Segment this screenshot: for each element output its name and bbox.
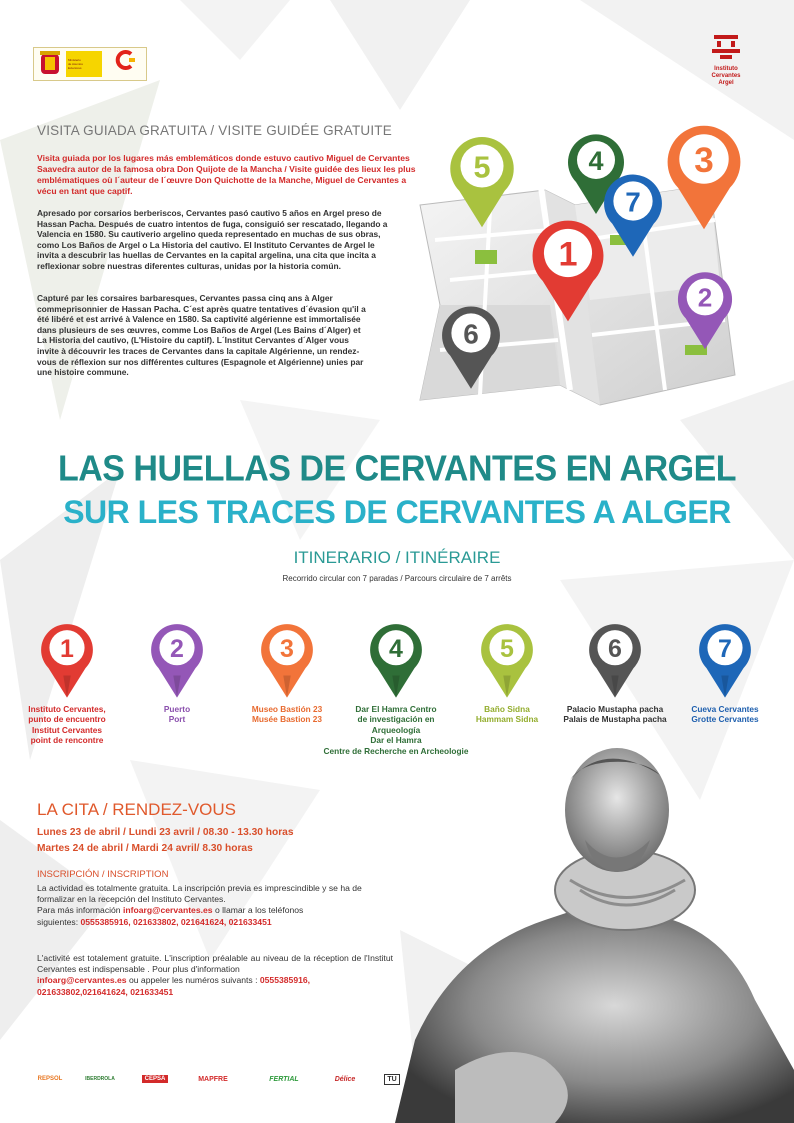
stop-label-line: Centre de Recherche en Archeologie (323, 745, 469, 756)
stop-label-line: point de rencontre (30, 735, 104, 746)
svg-text:6: 6 (463, 318, 479, 350)
intro-french: Capturé par les corsaires barbaresques, Cervantes passa cinq ans à Alger commeprisonnier de Hassan Pacha. C´est après quatre tentatives d´évasion qu'il a été libéré et est arrivé à Valence en 1580. Sa captivité algérienne est immortalisée dans plusieurs de ses œuvres, comme Los Baños de Argel (Les Bains d´Alger) et La Historia del cautivo, (L'Histoire du captif). L´Institut Cervantes d´Alger vous invite à découvrir les traces de Cervantes dans la capitale Algérienne, un rendez-vous de réflexion sur nos différentes cultures (Espagnole et Algérienne) unies par une histoire commune. (37, 293, 366, 378)
visita-title: VISITA GUIADA GRATUITA / VISITE GUIDÉE GRATUITE (37, 123, 392, 138)
sponsor-repsol-label: REPSOL (37, 1076, 63, 1082)
inscription-french (37, 953, 393, 998)
c-emblem-icon (115, 50, 137, 70)
sponsor-iberdrola-label: IBERDROLA (85, 1076, 115, 1082)
svg-text:4: 4 (389, 634, 403, 663)
sponsor-tu (380, 1068, 404, 1090)
insc-es-text-b: o llamar a los teléfonos (212, 905, 304, 916)
sponsor-mapfre-label: MAPFRE (198, 1075, 228, 1083)
svg-text:7: 7 (718, 634, 732, 663)
stop-4 (323, 620, 469, 756)
sponsor-delice (328, 1068, 362, 1090)
stop-label-line: Grotte Cervantes (691, 714, 759, 725)
ic-line-2: Cervantes (711, 73, 741, 79)
itinerary-subtitle: Recorrido circular con 7 paradas / Parcours circulaire de 7 arrêts (282, 574, 512, 583)
intro-spanish: Apresado por corsarios berberiscos, Cervantes pasó cautivo 5 años en Argel preso de Hassan Pacha. Después de cuatro intentos de fuga, consiguió ser rescatado, llegando a Valencia en 1580. Su cautiverio argelino queda representado en muchas de sus obras, como Los Baños de Argel o La Historia del cautivo. El Instituto Cervantes de Argel le invita a descubrir las huellas de Cervantes en la capital argelina, una cita que incita a reflexionar sobre nuestras diferentes culturas, unidas por la historia común. (37, 208, 388, 271)
stop-label (12, 704, 122, 746)
sponsor-repsol (33, 1068, 67, 1090)
ic-line-3: Argel (718, 80, 734, 86)
insc-es-p2 (37, 905, 393, 916)
stop-label-line: punto de encuentro (28, 714, 106, 725)
stop-label (670, 704, 780, 725)
stop-2 (122, 620, 232, 725)
svg-text:6: 6 (608, 634, 622, 663)
spain-shield-icon (38, 51, 62, 77)
map-pin-5-icon (479, 620, 535, 700)
date-line-1: Lunes 23 de abril / Lundi 23 avril / 08.30 - 13.30 horas (37, 827, 294, 838)
svg-text:5: 5 (473, 150, 491, 185)
stop-1 (12, 620, 122, 746)
svg-text:1: 1 (558, 235, 578, 274)
date-line-2: Martes 24 de abril / Mardi 24 avril/ 8.30 horas (37, 843, 253, 854)
stop-label (122, 704, 232, 725)
sponsor-fertial (262, 1068, 306, 1090)
instituto-cervantes-logo (700, 33, 752, 95)
svg-text:7: 7 (625, 186, 641, 218)
stop-label-line: Baño Sidna (484, 703, 530, 714)
map-pin-2-icon (149, 620, 205, 700)
phones-fr-1: 0555385916, (259, 975, 311, 986)
email-link[interactable]: infoarg@cervantes.es (122, 905, 213, 916)
map-pin-7-icon (697, 620, 753, 700)
title-french: SUR LES TRACES DE CERVANTES A ALGER (63, 494, 731, 530)
insc-es-p1: La actividad es totalmente gratuita. La inscripción previa es imprescindible y se ha de formalizar en la recepción del Instituto Cervantes. (37, 883, 362, 905)
stop-3 (232, 620, 342, 725)
svg-text:4: 4 (588, 146, 604, 176)
stop-label-line: Dar el Hamra (370, 735, 422, 746)
cervantes-c-logo (108, 50, 144, 78)
cita-title: LA CITA / RENDEZ-VOUS (37, 800, 237, 819)
svg-text:2: 2 (697, 282, 713, 313)
sponsor-delice-label: Délice (334, 1075, 356, 1083)
map-pin-3-icon (259, 620, 315, 700)
svg-text:2: 2 (170, 634, 184, 663)
stop-label-line: Cueva Cervantes (691, 703, 759, 714)
stop-7 (670, 620, 780, 725)
phones-fr-2: 021633802,021641624, 021633451 (37, 986, 174, 997)
inscription-spanish (37, 883, 393, 928)
map-illustration (380, 120, 770, 420)
inscription-title: INSCRIPCIÓN / INSCRIPTION (37, 869, 169, 880)
stop-label-line: Museo Bastión 23 (251, 703, 323, 714)
title-spanish: LAS HUELLAS DE CERVANTES EN ARGEL (57, 449, 737, 489)
intro-highlight: Visita guiada por los lugares más emblemáticos donde estuvo cautivo Miguel de Cervantes Saavedra autor de la famosa obra Don Quijote de la Mancha / Visite guidée des lieux les plus emblématiques où l´auteur de l´œuvre Don Quichotte de la Manche, Miguel de Cervantes a vécu en tant que captif. (37, 153, 416, 196)
stop-label-line: Musée Bastion 23 (251, 714, 323, 725)
sponsor-tu-label: TU (384, 1074, 399, 1085)
stop-6 (560, 620, 670, 725)
ic-emblem-icon (708, 33, 744, 61)
government-logo (33, 47, 147, 81)
stop-label-line: Instituto Cervantes, (28, 703, 106, 714)
stop-label-line: Palais de Mustapha pacha (563, 714, 667, 725)
stop-label (452, 704, 562, 725)
map-pin-6-icon (587, 620, 643, 700)
gov-text-3: Exteriores (68, 66, 82, 70)
cervantes-bust-image (395, 740, 794, 1123)
ministry-label (66, 51, 102, 77)
insc-es-p3 (37, 917, 393, 928)
stop-label-line: de investigación en (357, 714, 435, 725)
map-pin-1-icon (39, 620, 95, 700)
sponsor-mapfre (188, 1068, 238, 1090)
stop-label-line: Dar El Hamra Centro (355, 703, 437, 714)
stop-label-line: Institut Cervantes (31, 724, 103, 735)
map-pin-4-icon (368, 620, 424, 700)
itinerary-title: ITINERARIO / ITINÉRAIRE (293, 548, 501, 567)
ic-line-1: Instituto (714, 66, 738, 72)
svg-text:3: 3 (694, 141, 714, 180)
stop-label (560, 704, 670, 725)
sponsor-cepsa-label: CEPSA (142, 1075, 169, 1083)
stop-label-line: Hammam Sidna (475, 714, 539, 725)
phones-es: 0555385916, 021633802, 021641624, 021633451 (80, 916, 272, 927)
stop-label-line: Palacio Mustapha pacha (566, 703, 664, 714)
stop-label-line: Port (168, 714, 186, 725)
gov-text-1: Ministerio (68, 58, 81, 62)
gov-text-2: de Asuntos (68, 62, 83, 66)
insc-es-text-a: Para más información (37, 905, 123, 916)
sponsor-fertial-label: FERTIAL (269, 1075, 299, 1083)
insc-fr-p1: L'activité est totalement gratuite. L'inscription préalable au niveau de la réception de l'Institut Cervantes est indispensable . Pour plus d'information (37, 953, 393, 975)
insc-fr-text-b: ou appeler les numéros suivants : (126, 975, 260, 986)
sponsor-iberdrola (80, 1068, 120, 1090)
stop-label-line: Puerto (163, 703, 191, 714)
email-link-fr[interactable]: infoarg@cervantes.es (37, 975, 127, 986)
svg-text:3: 3 (280, 634, 294, 663)
svg-text:5: 5 (500, 634, 514, 663)
sponsor-cepsa (135, 1068, 175, 1090)
svg-text:1: 1 (60, 634, 74, 663)
stop-5 (452, 620, 562, 725)
stop-label-line: Arqueología (371, 724, 421, 735)
stop-label (232, 704, 342, 725)
insc-es-text-c: siguientes: (37, 916, 81, 927)
